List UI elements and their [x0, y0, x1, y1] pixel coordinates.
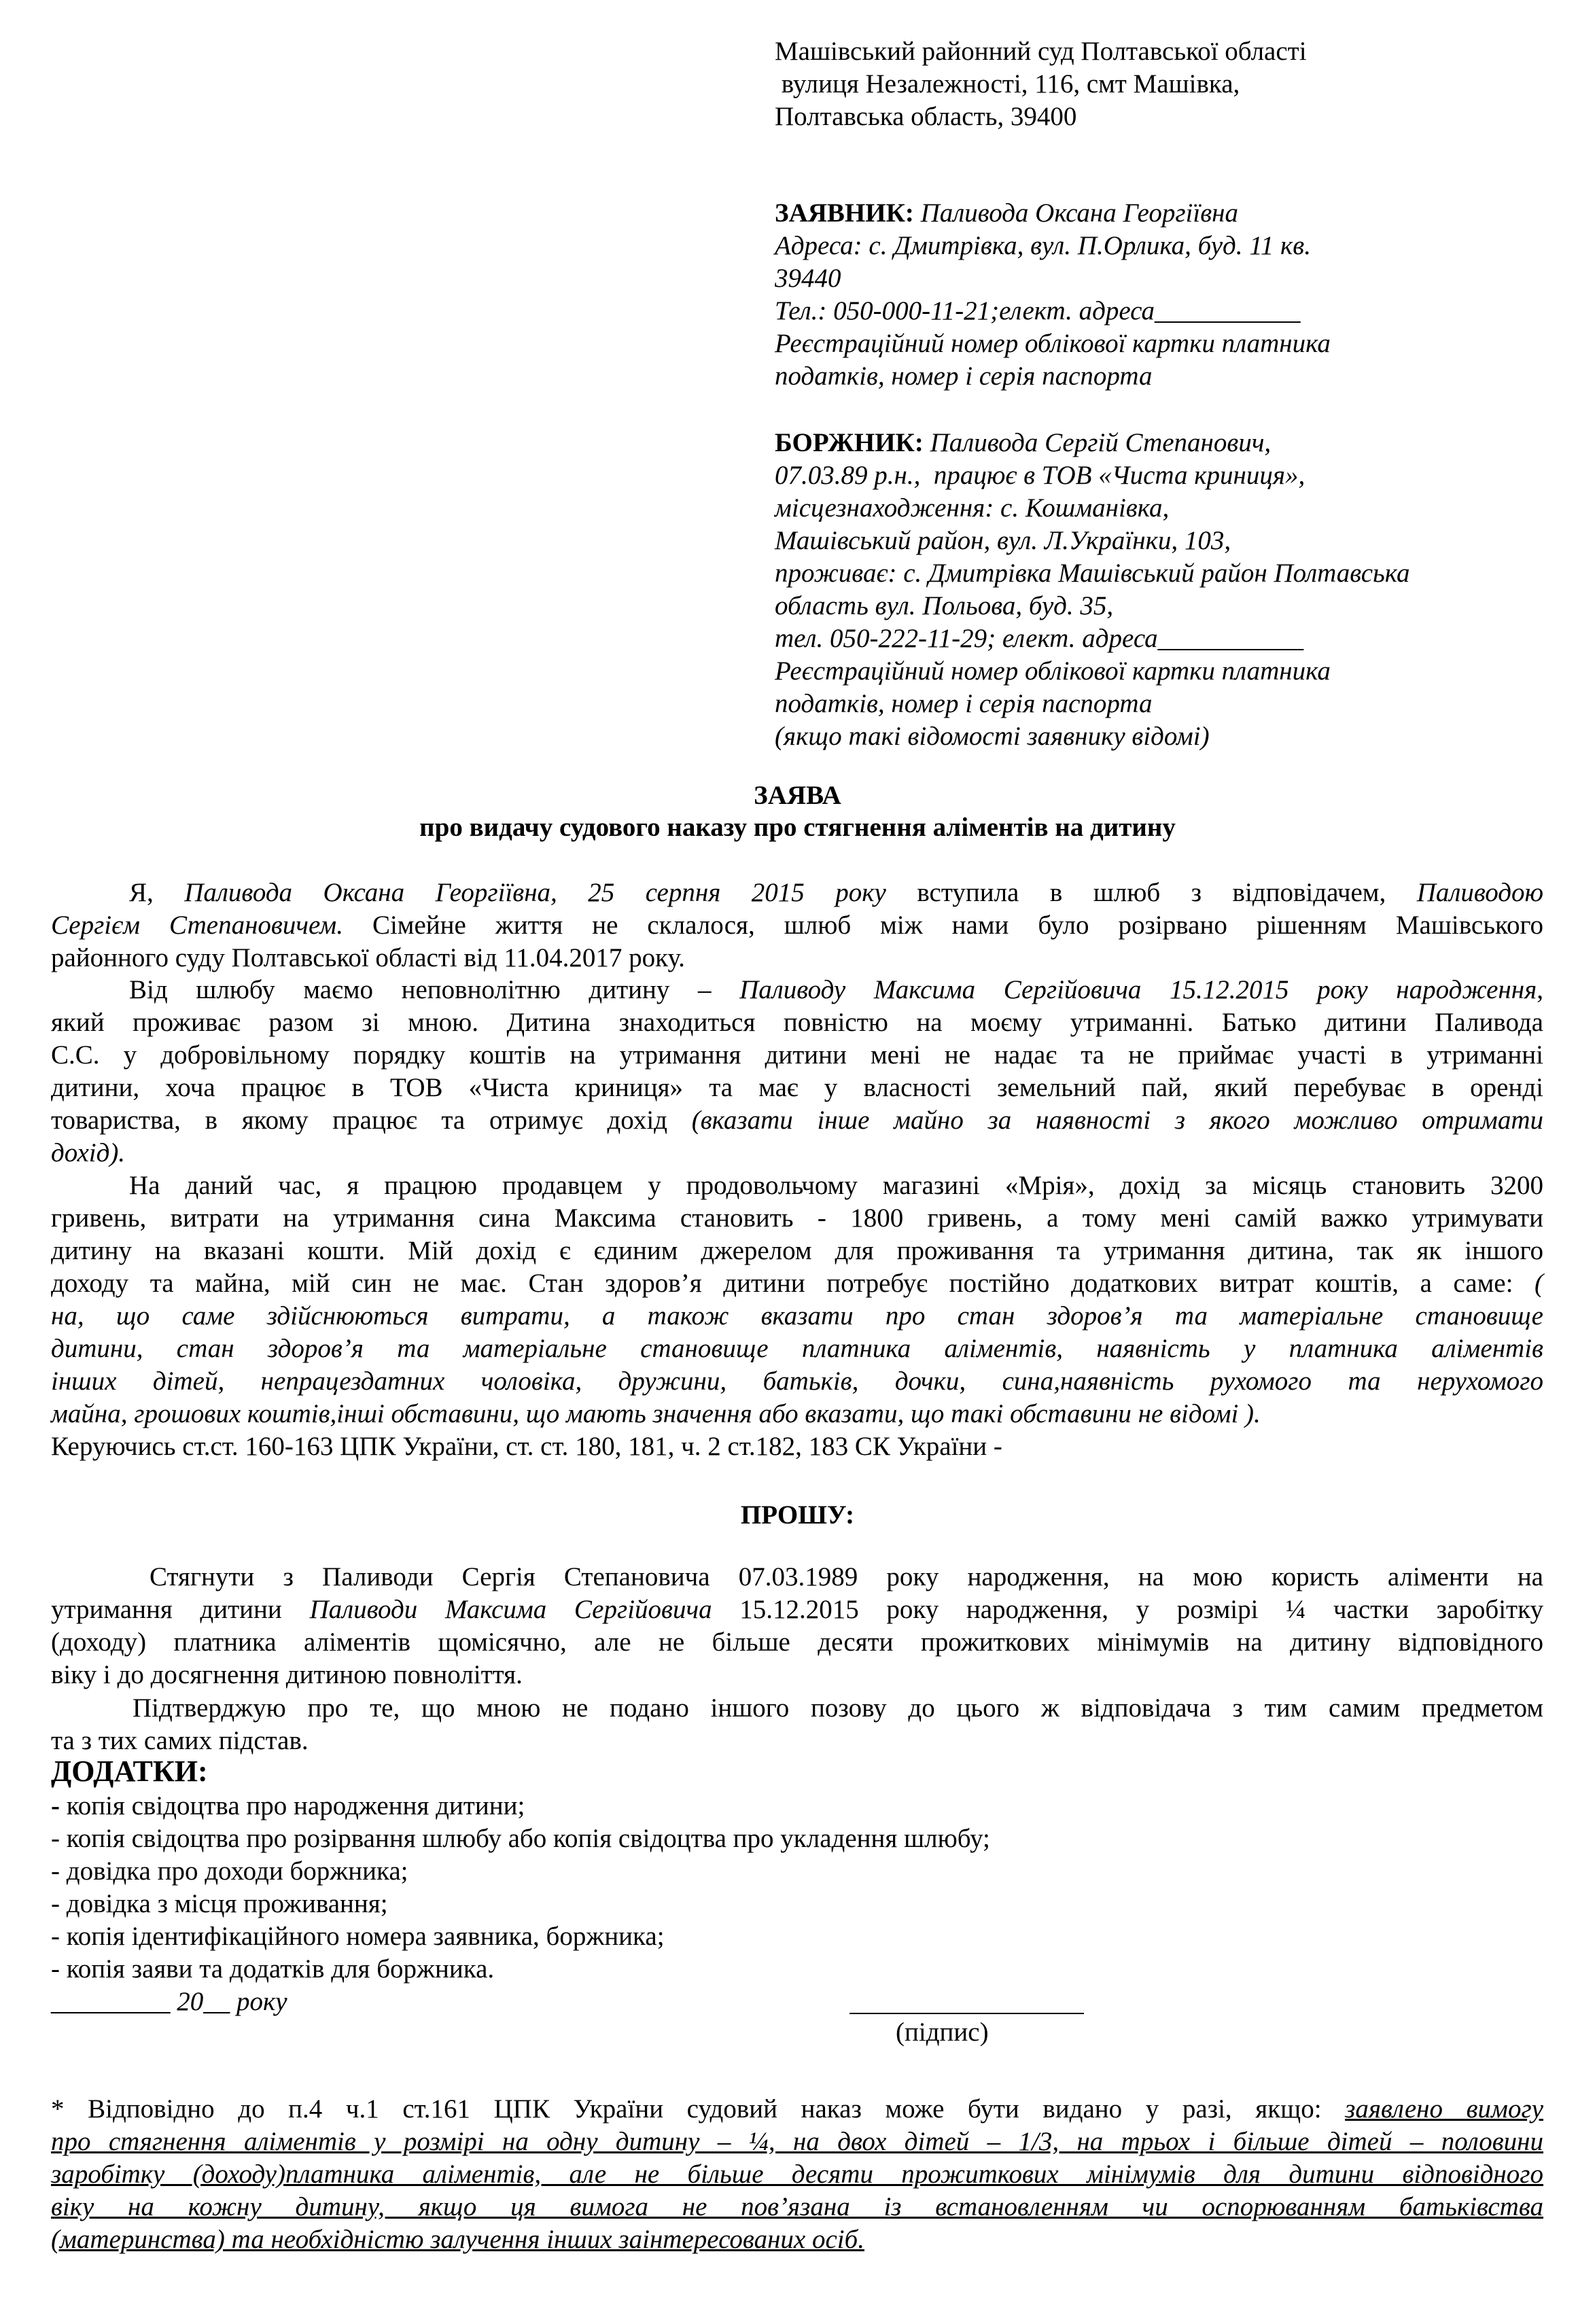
debtor-block — [775, 427, 1410, 753]
debtor-phone: тел. 050-222-11-29; елект. адреса___________ — [775, 624, 1304, 653]
paragraph-marriage — [51, 877, 1543, 974]
paragraph-line: дитини, стан здоров’я та матеріальне становище платника аліментів, наявність у платника аліментів — [51, 1334, 1543, 1363]
debtor-residence-cont: область вул. Польова, буд. 35, — [775, 591, 1114, 620]
footnote-line: про стягнення аліментів у розмірі на одну дитину – ¼, на двох дітей – 1/3, на трьох і більше дітей – половини — [51, 2127, 1543, 2156]
attachments-list — [51, 1790, 990, 1986]
paragraph-confirmation — [51, 1692, 1543, 1757]
paragraph-line: та з тих самих підстав. — [51, 1726, 309, 1755]
applicant-reg-line1: Реєстраційний номер облікової картки платника — [775, 329, 1331, 358]
attachment-item: - довідка про доходи боржника; — [51, 1856, 408, 1886]
footnote-line: заробітку (доходу)платника аліментів, але не більше десяти прожиткових мінімумів для дитини відповідного — [51, 2160, 1543, 2189]
debtor-work-location: місцезнаходження: с. Кошманівка, — [775, 493, 1170, 523]
paragraph-line: доходу та майна, мій син не має. Стан здоров’я дитини потребує постійно додаткових витрат коштів, а саме: ( — [51, 1269, 1543, 1298]
court-name: Машівський районний суд Полтавської області — [775, 37, 1307, 66]
paragraph-line: інших дітей, непрацездатних чоловіка, дружини, батьків, дочки, сина,наявність рухомого та нерухомого — [51, 1367, 1543, 1396]
document-title: ЗАЯВА — [754, 781, 841, 810]
paragraph-line: районного суду Полтавської області від 11.04.2017 року. — [51, 943, 685, 972]
paragraph-line: Від шлюбу маємо неповнолітню дитину – Паливоду Максима Сергійовича 15.12.2015 року народження, — [129, 975, 1543, 1004]
paragraph-line: дитину на вказані кошти. Мій дохід є єдиним джерелом для проживання та утримання дитина, так як іншого — [51, 1236, 1543, 1265]
paragraph-line: віку і до досягнення дитиною повноліття. — [51, 1660, 523, 1689]
paragraph-line: Сергієм Степановичем. Сімейне життя не склалося, шлюб між нами було розірвано рішенням Машівського — [51, 911, 1543, 940]
paragraph-line: товариства, в якому працює та отримує дохід (вказати інше майно за наявності з якого можливо отримати — [51, 1106, 1543, 1135]
footnote-line: (материнства) та необхідністю залучення інших заінтересованих осіб. — [51, 2225, 864, 2254]
paragraph-line: Підтверджую про те, що мною не подано іншого позову до цього ж відповідача з тим самим предметом — [133, 1693, 1543, 1723]
applicant-name-line — [775, 197, 1331, 230]
applicant-reg-line2: податків, номер і серія паспорта — [775, 362, 1153, 391]
applicant-phone: Тел.: 050-000-11-21;елект. адреса___________ — [775, 296, 1301, 325]
applicant-name: Паливода Оксана Георгіївна — [913, 198, 1238, 228]
paragraph-line: дитини, хоча працює в ТОВ «Чиста криниця» та має у власності земельний пай, який перебуває в оренді — [51, 1073, 1543, 1102]
date-field: _________ 20__ року — [51, 1987, 287, 2016]
attachment-item: - довідка з місця проживання; — [51, 1889, 388, 1918]
attachments-heading: ДОДАТКИ: — [51, 1755, 208, 1788]
debtor-residence: проживає: с. Дмитрівка Машівський район Полтавська — [775, 559, 1410, 588]
debtor-name: Паливода Сергій Степанович, — [923, 428, 1272, 457]
debtor-reg-note: (якщо такі відомості заявнику відомі) — [775, 722, 1210, 751]
paragraph-line: (доходу) платника аліментів щомісячно, але не більше десяти прожиткових мінімумів на дитину відповідного — [51, 1627, 1543, 1657]
applicant-address-cont: 39440 — [775, 264, 841, 293]
debtor-name-line — [775, 427, 1410, 459]
document-subtitle: про видачу судового наказу про стягнення аліментів на дитину — [419, 813, 1176, 842]
footnote-line: * Відповідно до п.4 ч.1 ст.161 ЦПК України судовий наказ може бути видано у разі, якщо: заявлено вимогу — [51, 2094, 1543, 2124]
debtor-reg-line1: Реєстраційний номер облікової картки платника — [775, 656, 1331, 686]
paragraph-line: На даний час, я працюю продавцем у продовольчому магазині «Мрія», дохід за місяць становить 3200 — [129, 1171, 1543, 1200]
request-heading: ПРОШУ: — [740, 1500, 855, 1530]
paragraph-line: гривень, витрати на утримання сина Максима становить - 1800 гривень, а тому мені самій важко утримувати — [51, 1203, 1543, 1233]
paragraph-line: на, що саме здійснюються витрати, а також вказати про стан здоров’я та матеріальне становище — [51, 1301, 1543, 1331]
attachment-item: - копія свідоцтва про розірвання шлюбу або копія свідоцтва про укладення шлюбу; — [51, 1824, 990, 1853]
paragraph-child — [51, 974, 1543, 1169]
attachment-item: - копія свідоцтва про народження дитини; — [51, 1791, 525, 1820]
paragraph-line: С.С. у добровільному порядку коштів на утримання дитини мені не надає та не приймає участі в утриманні — [51, 1040, 1543, 1070]
attachment-item: - копія ідентифікаційного номера заявника, боржника; — [51, 1922, 665, 1951]
debtor-reg-line2: податків, номер і серія паспорта — [775, 689, 1153, 718]
applicant-label: ЗАЯВНИК: — [775, 198, 914, 228]
debtor-label: БОРЖНИК: — [775, 428, 924, 457]
paragraph-request — [51, 1561, 1543, 1691]
paragraph-legal-basis: Керуючись ст.ст. 160-163 ЦПК України, ст. ст. 180, 181, ч. 2 ст.182, 183 СК України - — [51, 1432, 1002, 1461]
paragraph-line: Стягнути з Паливоди Сергія Степановича 07.03.1989 року народження, на мою користь аліменти на — [150, 1562, 1543, 1591]
court-address-block — [775, 35, 1307, 133]
paragraph-line: Я, Паливода Оксана Георгіївна, 25 серпня 2015 року вступила в шлюб з відповідачем, Паливодою — [129, 878, 1543, 907]
signature-caption: (підпис) — [896, 2018, 989, 2047]
debtor-work-address: Машівський район, вул. Л.Українки, 103, — [775, 526, 1231, 555]
paragraph-line: майна, грошових коштів,інші обставини, що мають значення або вказати, що такі обставини не відомі ). — [51, 1399, 1261, 1428]
paragraph-income — [51, 1169, 1543, 1463]
applicant-block — [775, 197, 1331, 393]
paragraph-line: дохід). — [51, 1138, 126, 1167]
footnote — [51, 2093, 1543, 2256]
signature-line — [849, 2013, 1084, 2014]
debtor-birth-work: 07.03.89 р.н., працює в ТОВ «Чиста криниця», — [775, 461, 1305, 490]
paragraph-line: утримання дитини Паливоди Максима Сергійовича 15.12.2015 року народження, у розмірі ¼ частки заробітку — [51, 1595, 1543, 1624]
court-region: Полтавська область, 39400 — [775, 102, 1077, 131]
attachment-item: - копія заяви та додатків для боржника. — [51, 1954, 495, 1984]
court-street: вулиця Незалежності, 116, смт Машівка, — [775, 69, 1240, 99]
paragraph-line: який проживає разом зі мною. Дитина знаходиться повністю на моєму утриманні. Батько дитини Паливода — [51, 1008, 1543, 1037]
footnote-line: віку на кожну дитину, якщо ця вимога не пов’язана із встановленням чи оспорюванням батьківства — [51, 2192, 1543, 2221]
applicant-address: Адреса: с. Дмитрівка, вул. П.Орлика, буд. 11 кв. — [775, 231, 1311, 260]
